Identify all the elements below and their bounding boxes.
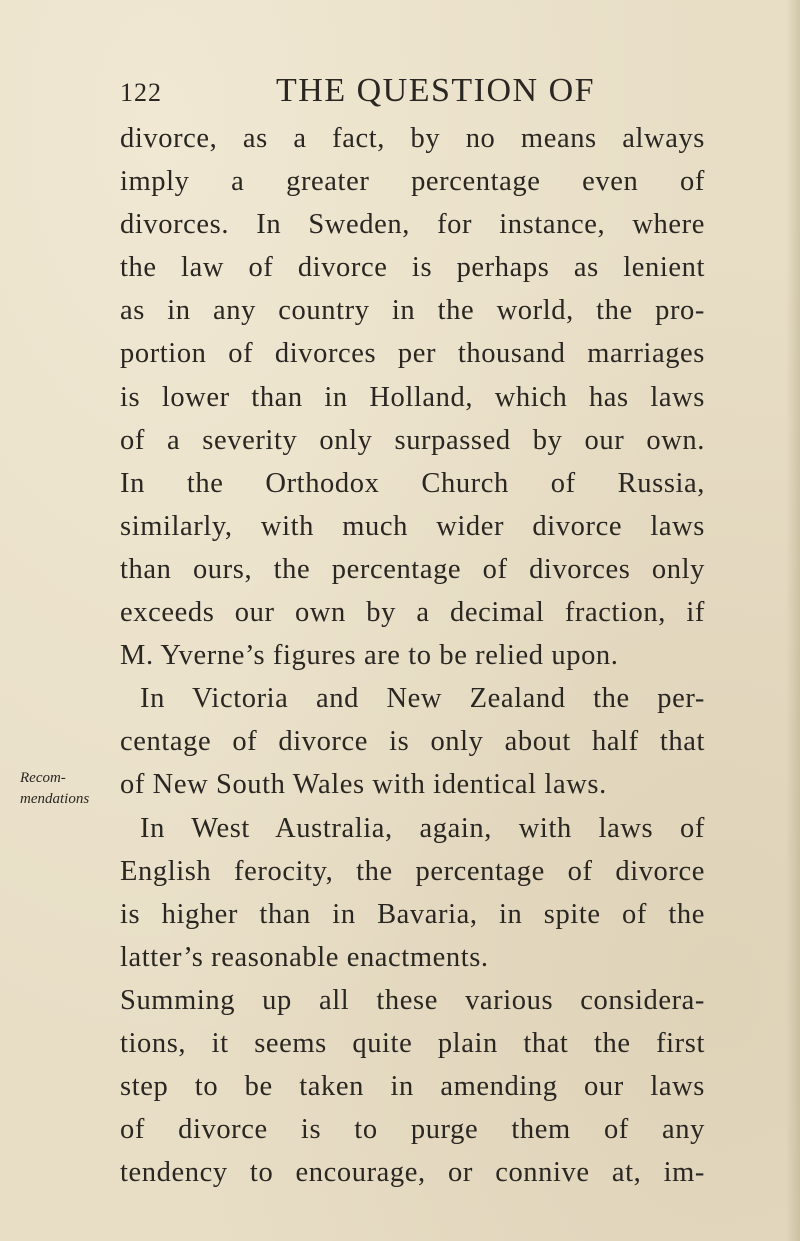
text-line: of New South Wales with identical laws. bbox=[120, 769, 607, 801]
text-line: M. Yverne’s figures are to be relied upon. bbox=[120, 640, 619, 672]
text-line: exceeds our own by a decimal fraction, if bbox=[120, 597, 705, 629]
marginal-note bbox=[20, 768, 120, 810]
text-line: divorce, as a fact, by no means always bbox=[120, 123, 705, 154]
running-head: THE QUESTION OF bbox=[276, 72, 596, 109]
text-line: than ours, the percentage of divorces only bbox=[120, 553, 705, 585]
text-line: In West Australia, again, with laws of bbox=[140, 812, 705, 844]
text-line: tendency to encourage, or connive at, im- bbox=[120, 1157, 705, 1189]
text-line: tions, it seems quite plain that the first bbox=[120, 1027, 705, 1059]
text-line: is lower than in Holland, which has laws bbox=[120, 381, 705, 413]
body-text bbox=[120, 117, 705, 1194]
text-line: imply a greater percentage even of bbox=[120, 166, 705, 198]
page-edge-shadow bbox=[786, 0, 800, 1241]
text-line: Summing up all these various considera- bbox=[120, 984, 705, 1016]
text-line: centage of divorce is only about half that bbox=[120, 726, 705, 758]
text-line: step to be taken in amending our laws bbox=[120, 1071, 705, 1103]
page-header bbox=[120, 72, 680, 112]
text-line: of a severity only surpassed by our own. bbox=[120, 424, 705, 456]
text-line: similarly, with much wider divorce laws bbox=[120, 510, 705, 542]
text-line: divorces. In Sweden, for instance, where bbox=[120, 209, 705, 241]
text-line: In the Orthodox Church of Russia, bbox=[120, 467, 705, 499]
text-line: the law of divorce is perhaps as lenient bbox=[120, 252, 705, 284]
text-line: In Victoria and New Zealand the per- bbox=[140, 683, 705, 715]
text-line: of divorce is to purge them of any bbox=[120, 1114, 705, 1146]
marginal-note-line: mendations bbox=[20, 791, 90, 807]
marginal-note-line: Recom- bbox=[20, 770, 66, 786]
text-line: as in any country in the world, the pro- bbox=[120, 295, 705, 327]
text-line: English ferocity, the percentage of divorce bbox=[120, 855, 705, 887]
page-number: 122 bbox=[120, 78, 162, 107]
text-line: latter’s reasonable enactments. bbox=[120, 941, 489, 973]
text-line: portion of divorces per thousand marriages bbox=[120, 338, 705, 370]
text-line: is higher than in Bavaria, in spite of the bbox=[120, 898, 705, 930]
